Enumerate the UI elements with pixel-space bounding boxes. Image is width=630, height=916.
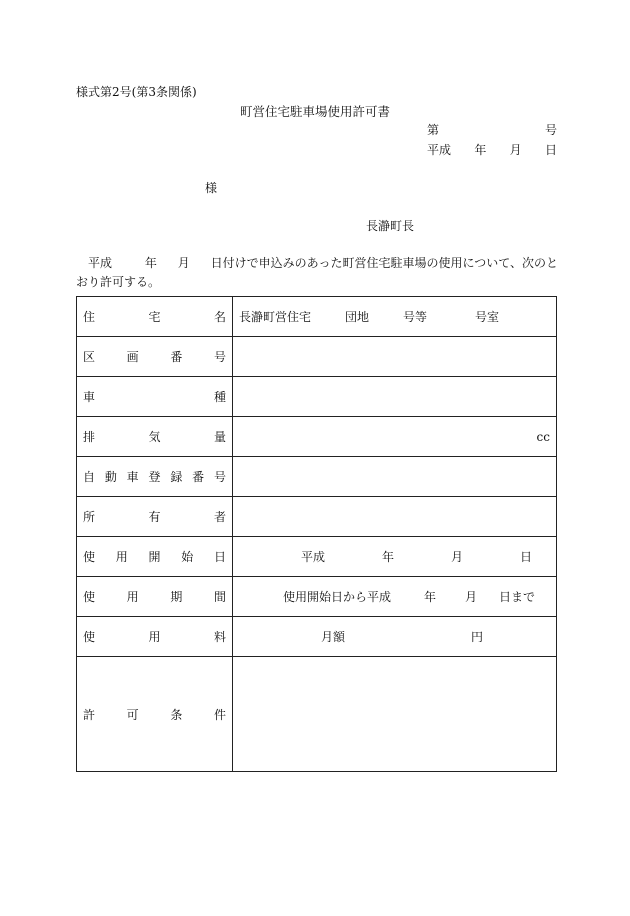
displacement-label [77,428,232,445]
value-part: 号室 [475,310,500,324]
document-title: 町営住宅駐車場使用許可書 [239,104,390,119]
label-char: 開 [148,550,161,564]
label-char: 使 [83,590,96,604]
value-part: 使用開始日から平成 [283,590,392,604]
table-row-permit-conditions [77,657,557,772]
registration-number-value-cell[interactable] [233,457,557,497]
label-char: 間 [213,590,226,604]
value-part: 年 [424,590,437,604]
value-part: 平成 [301,550,326,564]
label-char: 名 [213,310,226,324]
label-char: 始 [181,550,194,564]
date-day: 日 [544,143,557,157]
label-char: 条 [170,707,183,722]
value-part: 円 [471,630,484,644]
owner-label [77,508,232,525]
table-row-usage-period [77,577,557,617]
label-char: 期 [170,590,183,604]
table-row-vehicle-type [77,377,557,417]
label-char: 住 [83,310,96,324]
label-char: 日 [213,550,226,564]
permit-conditions-label [77,706,232,723]
residence-name-value-cell[interactable] [233,297,557,337]
usage-period-label-cell [77,577,233,617]
residence-name-label-cell [77,297,233,337]
date-year: 年 [474,143,487,157]
value-part: 年 [382,550,395,564]
start-date-label-cell [77,537,233,577]
date-era: 平成 [427,143,452,157]
owner-value-cell[interactable] [233,497,557,537]
value-part: 月 [451,550,464,564]
value-part: 長瀞町営住宅 [239,310,312,324]
permit-table [76,296,557,772]
label-char: 車 [126,470,139,484]
start-date-value-cell[interactable] [233,537,557,577]
table-row-registration-number [77,457,557,497]
body-line-1 [76,254,558,273]
label-char: 所 [83,510,96,524]
body-month: 月 [177,256,190,270]
number-suffix: 号 [544,123,557,137]
label-char: 用 [115,550,128,564]
label-char: 号 [213,350,226,364]
lot-number-label-cell [77,337,233,377]
table-row-start-date [77,537,557,577]
usage-fee-value [233,628,556,645]
label-char: 動 [104,470,117,484]
usage-fee-label-cell [77,617,233,657]
value-part: 日まで [499,590,536,604]
label-char: 宅 [148,310,161,324]
label-char: 番 [192,470,205,484]
label-char: 料 [213,630,226,644]
vehicle-type-value-cell[interactable] [233,377,557,417]
usage-fee-label [77,628,232,645]
label-char: 車 [83,390,96,404]
registration-number-label [77,468,232,485]
label-char: 可 [126,707,139,722]
form-number-label: 様式第2号(第3条関係) [76,85,197,99]
label-char: 号 [213,470,226,484]
body-era: 平成 [88,256,113,270]
table-row-owner [77,497,557,537]
label-char: 区 [83,350,96,364]
start-date-label [77,548,232,565]
issuer-name: 長瀞町長 [366,219,415,233]
registration-number-label-cell [77,457,233,497]
label-char: 用 [126,590,139,604]
value-part: 日 [520,550,533,564]
label-char: 量 [213,430,226,444]
addressee-honorific: 様 [205,181,218,195]
body-paragraph [76,254,558,292]
body-year: 年 [144,256,157,270]
label-char: 者 [213,510,226,524]
label-char: 番 [170,350,183,364]
label-char: 録 [170,470,183,484]
usage-period-value-cell[interactable] [233,577,557,617]
permit-conditions-value-cell[interactable] [233,657,557,772]
label-char: 許 [83,707,96,722]
value-part: 月額 [321,630,346,644]
table-row-residence-name [77,297,557,337]
table-row-usage-fee [77,617,557,657]
usage-period-value [233,588,556,605]
displacement-value: cc [536,429,550,444]
table-row-displacement [77,417,557,457]
label-char: 有 [148,510,161,524]
label-char: 自 [83,470,96,484]
label-char: 使 [83,630,96,644]
label-char: 種 [213,390,226,404]
issue-date-line [427,143,557,157]
label-char: 気 [148,430,161,444]
permit-conditions-label-cell [77,657,233,772]
label-char: 画 [126,350,139,364]
lot-number-value-cell[interactable] [233,337,557,377]
value-part: 月 [465,590,478,604]
start-date-value [233,548,556,565]
body-line-2: おり許可する。 [76,275,161,289]
lot-number-label [77,348,232,365]
displacement-value-cell[interactable] [233,417,557,457]
vehicle-type-label-cell [77,377,233,417]
usage-period-label [77,588,232,605]
usage-fee-value-cell[interactable] [233,617,557,657]
date-month: 月 [509,143,522,157]
displacement-label-cell [77,417,233,457]
number-prefix: 第 [427,123,440,137]
owner-label-cell [77,497,233,537]
label-char: 件 [213,707,226,722]
value-part: 団地 [345,310,370,324]
table-row-lot-number [77,337,557,377]
vehicle-type-label [77,388,232,405]
label-char: 使 [83,550,96,564]
label-char: 用 [148,630,161,644]
residence-name-label [77,308,232,325]
body-text-rest: 日付けで申込みのあった町営住宅駐車場の使用について、次のと [210,256,558,270]
label-char: 登 [148,470,161,484]
label-char: 排 [83,430,96,444]
value-part: 号等 [403,310,428,324]
residence-name-value [233,308,556,325]
